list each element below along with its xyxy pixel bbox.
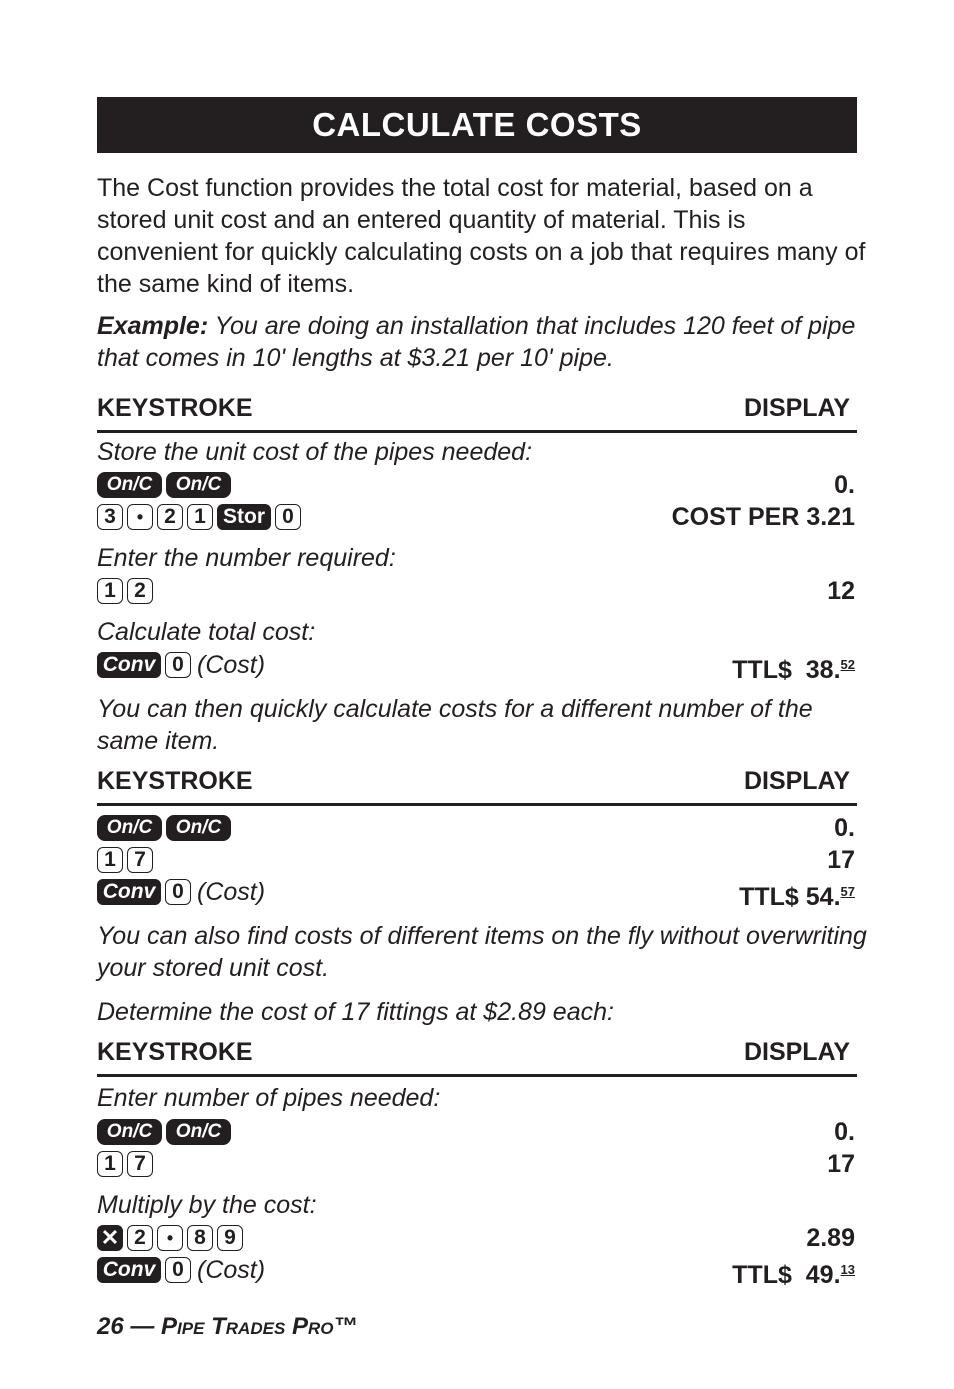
onc-key: On/C <box>166 815 231 841</box>
table-row <box>97 502 857 532</box>
display-header: DISPLAY <box>743 394 850 422</box>
footer-title: Pipe Trades Pro <box>161 1313 334 1340</box>
multiply-icon: ✕ <box>97 1225 123 1251</box>
onc-key: On/C <box>97 472 162 498</box>
example-label: Example: <box>97 312 209 340</box>
example-text: You are doing an installation that includes 120 feet of pipe that comes in 10' lengths at $3.21 per 10' pipe. <box>97 312 856 372</box>
step-instruction: Store the unit cost of the pipes needed: <box>97 438 533 466</box>
onc-key: On/C <box>166 1119 231 1145</box>
display-value: 0. <box>834 1118 855 1146</box>
table-row <box>97 470 857 500</box>
table-row <box>97 1117 857 1147</box>
onc-key: On/C <box>97 815 162 841</box>
digit-1-key: 1 <box>97 578 123 604</box>
digit-0-key: 0 <box>165 1257 191 1283</box>
cost-note: (Cost) <box>197 650 266 679</box>
table-header <box>97 394 857 433</box>
keystroke-sequence <box>97 1255 265 1285</box>
display-value: 12 <box>827 577 855 605</box>
table-row <box>97 813 857 843</box>
keystroke-sequence <box>97 813 231 843</box>
example-paragraph <box>97 310 867 374</box>
display-value: 0. <box>834 814 855 842</box>
display-value: TTL$ 49.13 <box>732 1261 855 1289</box>
digit-2-key: 2 <box>157 504 183 530</box>
keystroke-sequence <box>97 502 301 532</box>
digit-1-key: 1 <box>97 1151 123 1177</box>
digit-7-key: 7 <box>127 1151 153 1177</box>
table-header <box>97 767 857 806</box>
info-paragraph: You can then quickly calculate costs for a different number of the same item. <box>97 695 813 755</box>
cost-note: (Cost) <box>197 877 266 906</box>
onc-key: On/C <box>166 472 231 498</box>
onc-key: On/C <box>97 1119 162 1145</box>
decimal-point-key: • <box>127 504 153 530</box>
conv-key: Conv <box>97 879 161 905</box>
keystroke-sequence <box>97 1149 153 1179</box>
display-header: DISPLAY <box>743 767 850 795</box>
step-instruction: Enter the number required: <box>97 544 396 572</box>
digit-2-key: 2 <box>127 578 153 604</box>
display-value: TTL$ 54.57 <box>739 883 855 911</box>
intro-paragraph: The Cost function provides the total cost for material, based on a stored unit cost and an entered quantity of material. This is convenient for quickly calculating costs on a job that requires many of the same kind of items. <box>97 174 866 298</box>
table-row <box>97 1255 857 1289</box>
digit-9-key: 9 <box>217 1225 243 1251</box>
info-paragraph: You can also find costs of different items on the fly without overwriting your stored unit cost. <box>97 922 867 982</box>
digit-2-key: 2 <box>127 1225 153 1251</box>
keystroke-sequence <box>97 470 231 500</box>
cost-note: (Cost) <box>197 1255 266 1284</box>
keystroke-sequence <box>97 845 153 875</box>
step-instruction: Multiply by the cost: <box>97 1191 317 1219</box>
keystroke-sequence <box>97 1223 243 1253</box>
digit-1-key: 1 <box>97 847 123 873</box>
table-row <box>97 877 857 911</box>
display-value: 17 <box>827 846 855 874</box>
display-value: 17 <box>827 1150 855 1178</box>
keystroke-header: KEYSTROKE <box>97 767 253 795</box>
digit-0-key: 0 <box>275 504 301 530</box>
keystroke-sequence <box>97 650 265 680</box>
keystroke-sequence <box>97 877 265 907</box>
keystroke-header: KEYSTROKE <box>97 1038 253 1066</box>
display-value: COST PER 3.21 <box>671 503 855 531</box>
keystroke-sequence <box>97 1117 231 1147</box>
table-row <box>97 1149 857 1179</box>
digit-7-key: 7 <box>127 847 153 873</box>
decimal-point-key: • <box>157 1225 183 1251</box>
digit-3-key: 3 <box>97 504 123 530</box>
stor-key: Stor <box>217 504 271 530</box>
table-row <box>97 1223 857 1253</box>
keystroke-sequence <box>97 576 153 606</box>
step-instruction: Calculate total cost: <box>97 618 316 646</box>
conv-key: Conv <box>97 1257 161 1283</box>
digit-1-key: 1 <box>187 504 213 530</box>
step-instruction: Enter number of pipes needed: <box>97 1084 441 1112</box>
section-title-banner: CALCULATE COSTS <box>97 97 857 153</box>
info-paragraph: Determine the cost of 17 fittings at $2.89 each: <box>97 998 614 1026</box>
keystroke-header: KEYSTROKE <box>97 394 253 422</box>
table-header <box>97 1038 857 1077</box>
digit-0-key: 0 <box>165 652 191 678</box>
conv-key: Conv <box>97 652 161 678</box>
digit-0-key: 0 <box>165 879 191 905</box>
display-value: 0. <box>834 471 855 499</box>
table-row <box>97 650 857 684</box>
display-header: DISPLAY <box>743 1038 850 1066</box>
page-footer: 26 — Pipe Trades Pro™ <box>97 1313 358 1340</box>
display-value: TTL$ 38.52 <box>732 656 855 684</box>
display-value: 2.89 <box>806 1224 855 1252</box>
table-row <box>97 845 857 875</box>
table-row <box>97 576 857 606</box>
digit-8-key: 8 <box>187 1225 213 1251</box>
